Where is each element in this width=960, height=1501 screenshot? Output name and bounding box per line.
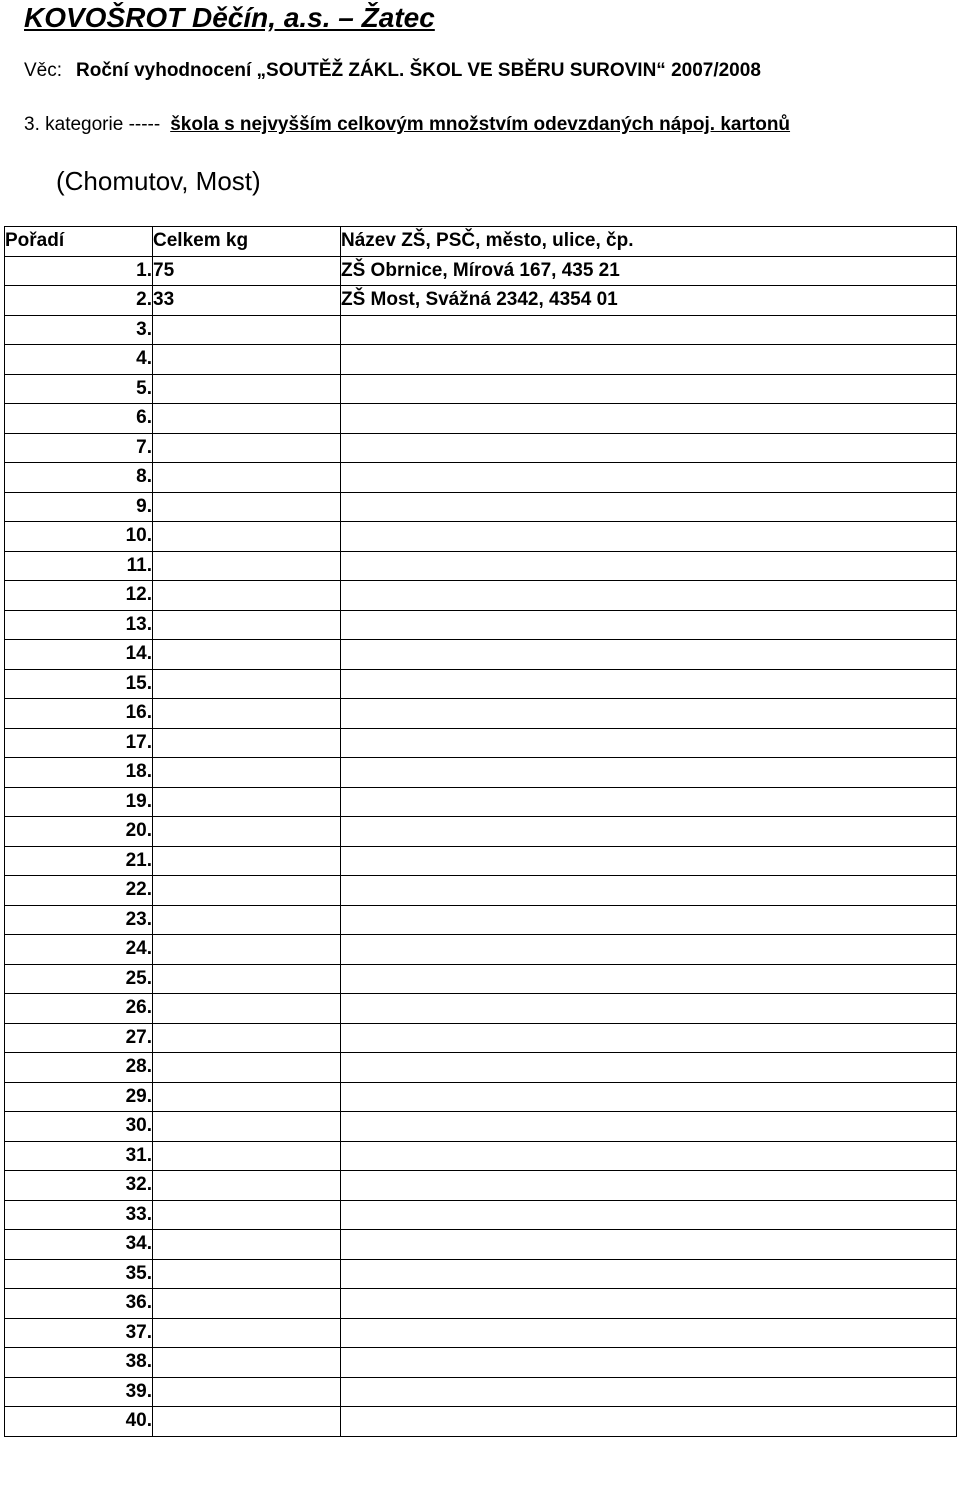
table-row xyxy=(5,315,957,345)
total-kg-cell xyxy=(153,846,341,876)
school-name-cell xyxy=(341,846,957,876)
rank-cell: 11. xyxy=(5,551,153,581)
table-row xyxy=(5,463,957,493)
rank-cell: 1. xyxy=(5,256,153,286)
school-name-cell xyxy=(341,433,957,463)
table-row xyxy=(5,758,957,788)
total-kg-cell xyxy=(153,1230,341,1260)
table-row xyxy=(5,433,957,463)
total-kg-cell xyxy=(153,1141,341,1171)
school-name-cell xyxy=(341,876,957,906)
table-row xyxy=(5,964,957,994)
results-table xyxy=(4,226,957,1437)
rank-cell: 13. xyxy=(5,610,153,640)
column-header-school-name: Název ZŠ, PSČ, město, ulice, čp. xyxy=(341,227,957,257)
school-name-cell xyxy=(341,1230,957,1260)
rank-cell: 21. xyxy=(5,846,153,876)
table-row xyxy=(5,1318,957,1348)
total-kg-cell xyxy=(153,551,341,581)
school-name-cell xyxy=(341,699,957,729)
total-kg-cell xyxy=(153,817,341,847)
rank-cell: 37. xyxy=(5,1318,153,1348)
total-kg-cell xyxy=(153,374,341,404)
table-row xyxy=(5,581,957,611)
table-row xyxy=(5,905,957,935)
school-name-cell xyxy=(341,1318,957,1348)
rank-cell: 26. xyxy=(5,994,153,1024)
rank-cell: 40. xyxy=(5,1407,153,1437)
total-kg-cell xyxy=(153,1200,341,1230)
column-header-total-kg: Celkem kg xyxy=(153,227,341,257)
column-header-rank: Pořadí xyxy=(5,227,153,257)
total-kg-cell xyxy=(153,1259,341,1289)
total-kg-cell xyxy=(153,404,341,434)
school-name-cell xyxy=(341,994,957,1024)
school-name-cell xyxy=(341,640,957,670)
total-kg-cell xyxy=(153,787,341,817)
rank-cell: 12. xyxy=(5,581,153,611)
rank-cell: 9. xyxy=(5,492,153,522)
rank-cell: 35. xyxy=(5,1259,153,1289)
category-line xyxy=(24,114,790,136)
rank-cell: 27. xyxy=(5,1023,153,1053)
table-row xyxy=(5,1407,957,1437)
rank-cell: 22. xyxy=(5,876,153,906)
total-kg-cell xyxy=(153,345,341,375)
total-kg-cell xyxy=(153,1171,341,1201)
rank-cell: 31. xyxy=(5,1141,153,1171)
school-name-cell xyxy=(341,1053,957,1083)
table-row xyxy=(5,1200,957,1230)
rank-cell: 24. xyxy=(5,935,153,965)
rank-cell: 6. xyxy=(5,404,153,434)
table-row xyxy=(5,1230,957,1260)
school-name-cell: ZŠ Most, Svážná 2342, 4354 01 xyxy=(341,286,957,316)
school-name-cell xyxy=(341,1200,957,1230)
school-name-cell xyxy=(341,935,957,965)
total-kg-cell xyxy=(153,522,341,552)
table-row xyxy=(5,1348,957,1378)
table-row xyxy=(5,374,957,404)
table-row xyxy=(5,1082,957,1112)
rank-cell: 3. xyxy=(5,315,153,345)
rank-cell: 23. xyxy=(5,905,153,935)
total-kg-cell xyxy=(153,433,341,463)
total-kg-cell xyxy=(153,994,341,1024)
total-kg-cell xyxy=(153,669,341,699)
category-description: škola s nejvyšším celkovým množstvím odevzdaných nápoj. kartonů xyxy=(170,114,791,135)
table-body xyxy=(5,256,957,1436)
school-name-cell xyxy=(341,463,957,493)
total-kg-cell xyxy=(153,728,341,758)
total-kg-cell xyxy=(153,315,341,345)
school-name-cell xyxy=(341,1259,957,1289)
total-kg-cell xyxy=(153,1318,341,1348)
school-name-cell xyxy=(341,1023,957,1053)
table-row xyxy=(5,994,957,1024)
school-name-cell xyxy=(341,522,957,552)
total-kg-cell xyxy=(153,1377,341,1407)
rank-cell: 34. xyxy=(5,1230,153,1260)
total-kg-cell xyxy=(153,610,341,640)
rank-cell: 5. xyxy=(5,374,153,404)
school-name-cell xyxy=(341,315,957,345)
table-row xyxy=(5,1171,957,1201)
rank-cell: 2. xyxy=(5,286,153,316)
school-name-cell xyxy=(341,345,957,375)
rank-cell: 30. xyxy=(5,1112,153,1142)
school-name-cell xyxy=(341,551,957,581)
rank-cell: 16. xyxy=(5,699,153,729)
table-row xyxy=(5,345,957,375)
school-name-cell xyxy=(341,669,957,699)
school-name-cell: ZŠ Obrnice, Mírová 167, 435 21 xyxy=(341,256,957,286)
rank-cell: 38. xyxy=(5,1348,153,1378)
rank-cell: 14. xyxy=(5,640,153,670)
rank-cell: 29. xyxy=(5,1082,153,1112)
rank-cell: 20. xyxy=(5,817,153,847)
table-row xyxy=(5,817,957,847)
total-kg-cell xyxy=(153,1082,341,1112)
table-row xyxy=(5,551,957,581)
total-kg-cell xyxy=(153,876,341,906)
table-row xyxy=(5,1141,957,1171)
school-name-cell xyxy=(341,1112,957,1142)
total-kg-cell xyxy=(153,640,341,670)
school-name-cell xyxy=(341,758,957,788)
school-name-cell xyxy=(341,1171,957,1201)
school-name-cell xyxy=(341,610,957,640)
total-kg-cell xyxy=(153,492,341,522)
school-name-cell xyxy=(341,1348,957,1378)
table-row xyxy=(5,876,957,906)
table-row xyxy=(5,1112,957,1142)
school-name-cell xyxy=(341,1082,957,1112)
school-name-cell xyxy=(341,1407,957,1437)
rank-cell: 17. xyxy=(5,728,153,758)
total-kg-cell: 33 xyxy=(153,286,341,316)
school-name-cell xyxy=(341,964,957,994)
table-row xyxy=(5,846,957,876)
rank-cell: 18. xyxy=(5,758,153,788)
school-name-cell xyxy=(341,817,957,847)
total-kg-cell xyxy=(153,1348,341,1378)
school-name-cell xyxy=(341,1141,957,1171)
table-row xyxy=(5,610,957,640)
document-title: KOVOŠROT Děčín, a.s. – Žatec xyxy=(24,2,435,33)
rank-cell: 10. xyxy=(5,522,153,552)
table-row xyxy=(5,404,957,434)
subject-label: Věc: xyxy=(24,60,63,81)
total-kg-cell xyxy=(153,905,341,935)
school-name-cell xyxy=(341,581,957,611)
table-row xyxy=(5,1377,957,1407)
rank-cell: 36. xyxy=(5,1289,153,1319)
school-name-cell xyxy=(341,1289,957,1319)
rank-cell: 8. xyxy=(5,463,153,493)
total-kg-cell xyxy=(153,758,341,788)
rank-cell: 4. xyxy=(5,345,153,375)
table-row xyxy=(5,492,957,522)
total-kg-cell xyxy=(153,463,341,493)
school-name-cell xyxy=(341,787,957,817)
table-row xyxy=(5,1259,957,1289)
total-kg-cell xyxy=(153,581,341,611)
school-name-cell xyxy=(341,728,957,758)
total-kg-cell xyxy=(153,699,341,729)
total-kg-cell: 75 xyxy=(153,256,341,286)
school-name-cell xyxy=(341,374,957,404)
table-row xyxy=(5,935,957,965)
school-name-cell xyxy=(341,404,957,434)
table-header-row xyxy=(5,227,957,257)
total-kg-cell xyxy=(153,1289,341,1319)
region-heading: (Chomutov, Most) xyxy=(56,166,261,196)
rank-cell: 19. xyxy=(5,787,153,817)
table-row xyxy=(5,256,957,286)
rank-cell: 7. xyxy=(5,433,153,463)
table-row xyxy=(5,787,957,817)
school-name-cell xyxy=(341,492,957,522)
category-label: 3. kategorie ----- xyxy=(24,114,161,135)
rank-cell: 15. xyxy=(5,669,153,699)
table-row xyxy=(5,1053,957,1083)
rank-cell: 25. xyxy=(5,964,153,994)
school-name-cell xyxy=(341,1377,957,1407)
rank-cell: 32. xyxy=(5,1171,153,1201)
total-kg-cell xyxy=(153,964,341,994)
total-kg-cell xyxy=(153,1023,341,1053)
total-kg-cell xyxy=(153,935,341,965)
school-name-cell xyxy=(341,905,957,935)
rank-cell: 39. xyxy=(5,1377,153,1407)
table-row xyxy=(5,286,957,316)
total-kg-cell xyxy=(153,1407,341,1437)
table-row xyxy=(5,699,957,729)
subject-line xyxy=(24,60,761,82)
rank-cell: 33. xyxy=(5,1200,153,1230)
subject-value: Roční vyhodnocení „SOUTĚŽ ZÁKL. ŠKOL VE SBĚRU SUROVIN“ 2007/2008 xyxy=(76,60,761,81)
table-row xyxy=(5,1023,957,1053)
rank-cell: 28. xyxy=(5,1053,153,1083)
table-row xyxy=(5,669,957,699)
total-kg-cell xyxy=(153,1053,341,1083)
total-kg-cell xyxy=(153,1112,341,1142)
table-row xyxy=(5,640,957,670)
table-row xyxy=(5,522,957,552)
table-row xyxy=(5,1289,957,1319)
table-row xyxy=(5,728,957,758)
